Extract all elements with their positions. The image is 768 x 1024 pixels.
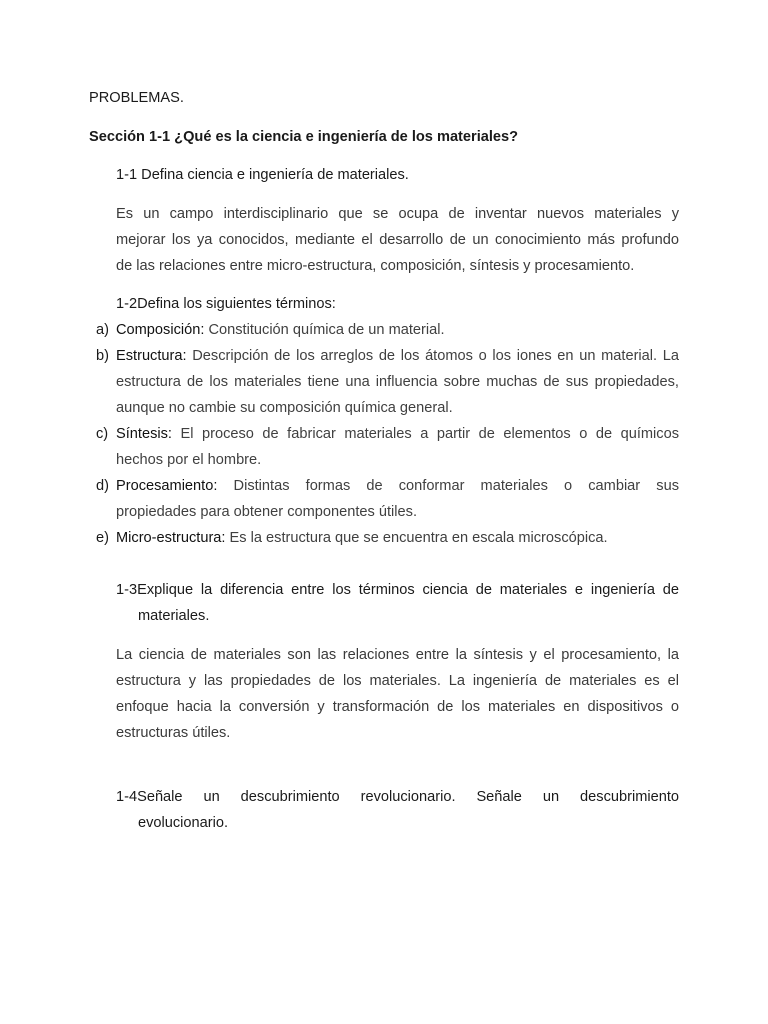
question-text: Defina los siguientes términos: <box>137 296 336 312</box>
answer-1-1-line-2: mejorar los ya conocidos, mediante el desarrollo de un conocimiento más profundo <box>116 232 679 248</box>
document-heading: PROBLEMAS. <box>89 90 184 106</box>
question-text: Defina ciencia e ingeniería de materiales. <box>141 167 409 183</box>
question-1-4-line-2: evolucionario. <box>138 815 229 831</box>
answer-1-3-line-4: estructuras útiles. <box>116 725 231 741</box>
term-label: Micro-estructura: <box>116 530 226 546</box>
question-number: 1-4 <box>116 789 138 805</box>
estructura-line-2: estructura de los materiales tiene una influencia sobre muchas de sus propiedades, <box>116 374 679 390</box>
list-marker-a: a) <box>96 322 109 338</box>
term-label: Estructura: <box>116 348 187 364</box>
list-marker-c: c) <box>96 426 109 442</box>
question-1-3 <box>116 580 679 600</box>
list-item-micro-estructura <box>116 528 608 548</box>
answer-1-1-line-3: de las relaciones entre micro-estructura, composición, síntesis y procesamiento. <box>116 258 635 274</box>
list-item-estructura <box>116 346 679 366</box>
question-1-4 <box>116 787 679 807</box>
term-label: Síntesis: <box>116 426 172 442</box>
question-1-1 <box>116 165 409 185</box>
list-marker-b: b) <box>96 348 109 364</box>
term-definition: Distintas formas de conformar materiales o cambiar sus <box>233 478 679 494</box>
answer-1-3-line-1: La ciencia de materiales son las relaciones entre la síntesis y el procesamiento, la <box>116 647 679 663</box>
term-definition: Constitución química de un material. <box>208 322 445 338</box>
list-item-composicion <box>116 320 445 340</box>
list-item-procesamiento <box>116 476 679 496</box>
question-number: 1-3 <box>116 582 138 598</box>
question-number: 1-1 <box>116 167 138 183</box>
term-definition: El proceso de fabricar materiales a partir de elementos o de químicos <box>180 426 679 442</box>
section-title: Sección 1-1 ¿Qué es la ciencia e ingeniería de los materiales? <box>89 129 519 145</box>
question-text: Explique la diferencia entre los términos ciencia de materiales e ingeniería de <box>137 582 679 598</box>
question-text: Señale un descubrimiento revolucionario. Señale un descubrimiento <box>137 789 679 805</box>
estructura-line-3: aunque no cambie su composición química general. <box>116 400 453 416</box>
answer-1-3-line-3: enfoque hacia la conversión y transformación de los materiales en dispositivos o <box>116 699 679 715</box>
procesamiento-line-2: propiedades para obtener componentes útiles. <box>116 504 417 520</box>
answer-1-1-line-1: Es un campo interdisciplinario que se ocupa de inventar nuevos materiales y <box>116 206 679 222</box>
term-definition: Es la estructura que se encuentra en escala microscópica. <box>229 530 608 546</box>
list-item-sintesis <box>116 424 679 444</box>
list-marker-e: e) <box>96 530 109 546</box>
term-definition: Descripción de los arreglos de los átomos o los iones en un material. La <box>192 348 679 364</box>
list-marker-d: d) <box>96 478 109 494</box>
answer-1-3-line-2: estructura y las propiedades de los materiales. La ingeniería de materiales es el <box>116 673 679 689</box>
question-1-2 <box>116 294 336 314</box>
term-label: Procesamiento: <box>116 478 218 494</box>
sintesis-line-2: hechos por el hombre. <box>116 452 262 468</box>
question-1-3-line-2: materiales. <box>138 608 210 624</box>
question-number: 1-2 <box>116 296 138 312</box>
term-label: Composición: <box>116 322 205 338</box>
